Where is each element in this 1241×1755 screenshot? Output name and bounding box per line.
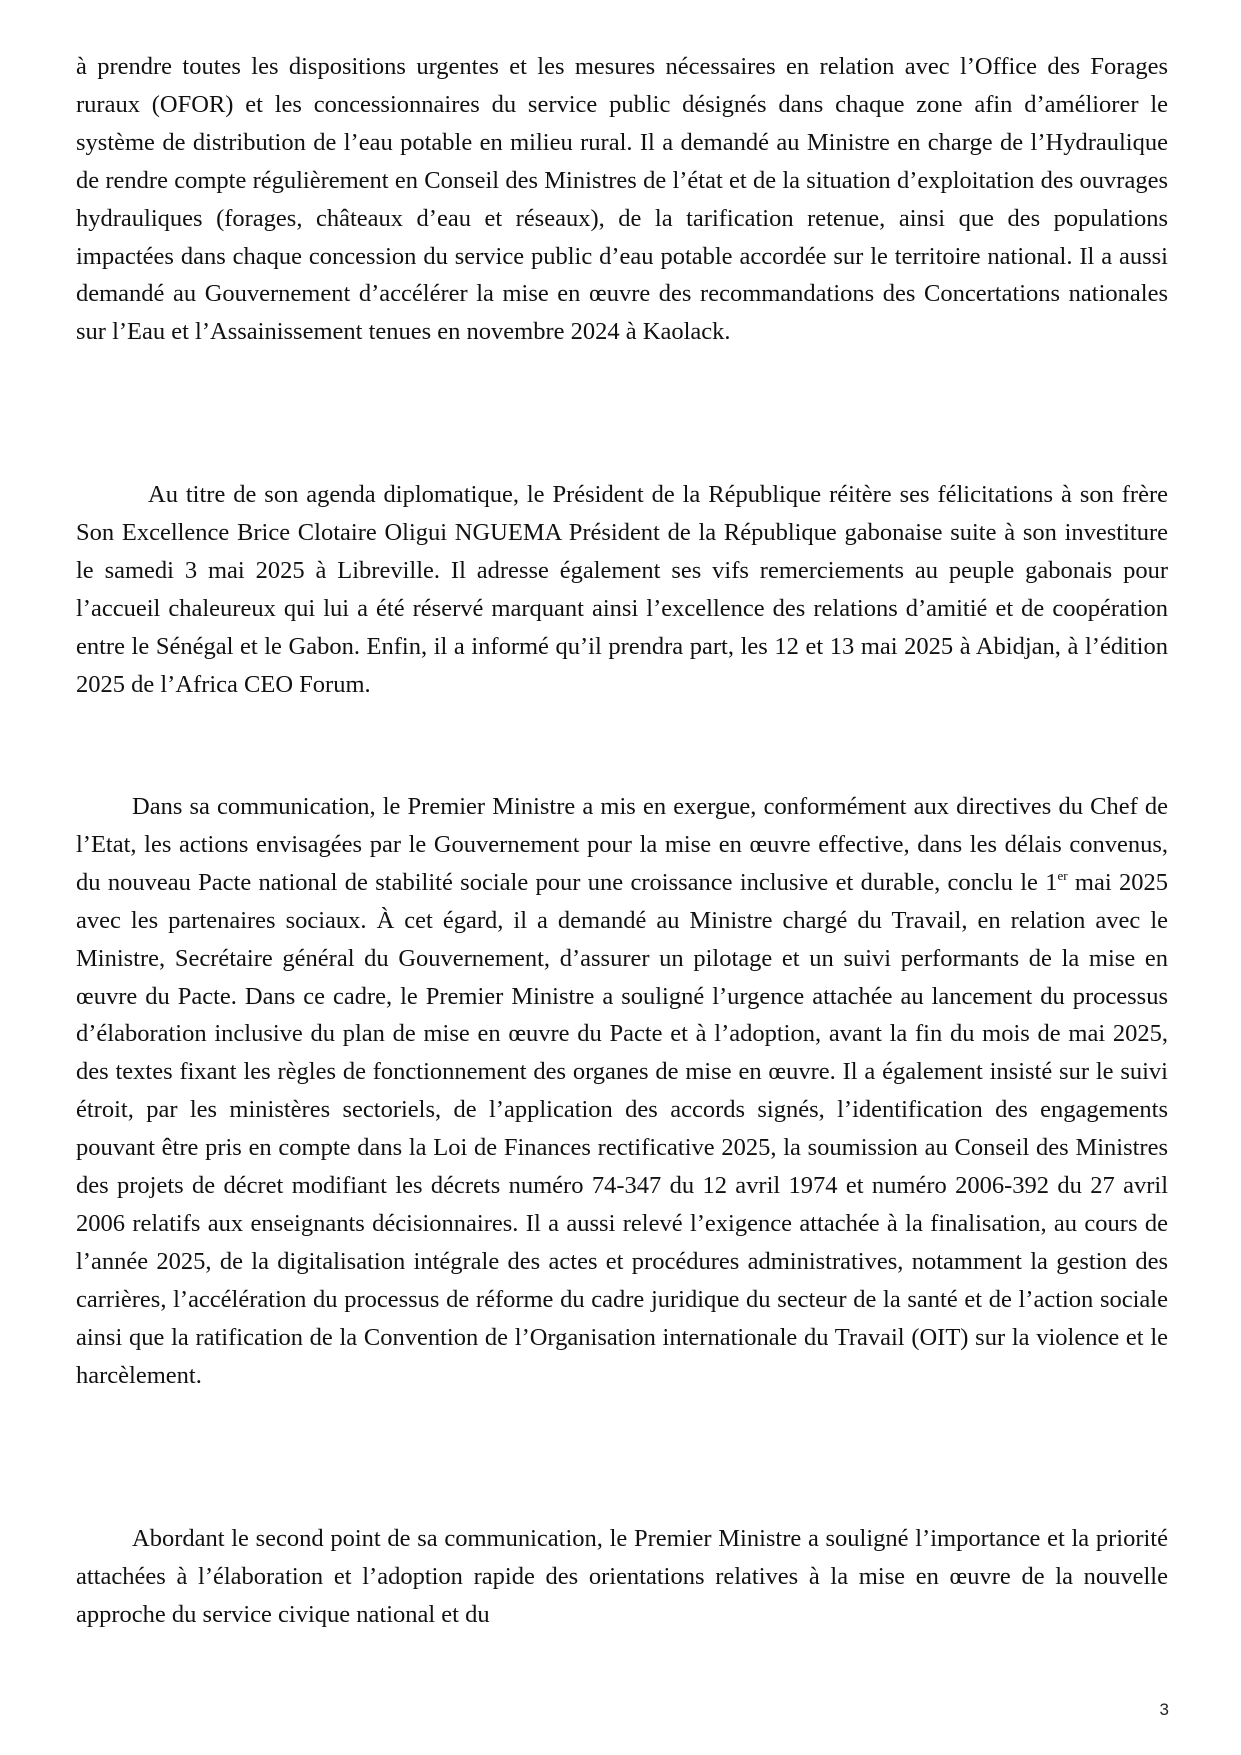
page-number: 3 [1159,1700,1169,1719]
paragraph-text: Abordant le second point de sa communication, le Premier Ministre a souligné l’importance et la priorité attachées à l’élaboration et l’adoption rapide des orientations relatives à la mise en œuvre de la nouvelle approche du service civique national et du [76,1525,1168,1628]
paragraph-water-distribution [76,48,1168,351]
ordinal-superscript: er [1057,867,1068,883]
paragraph-civic-service [76,1520,1168,1634]
paragraph-social-pact [76,788,1168,1395]
paragraph-text: à prendre toutes les dispositions urgentes et les mesures nécessaires en relation avec l’Office des Forages ruraux (OFOR) et les concessionnaires du service public désignés dans chaque zone afin d’améliorer le système de distribution de l’eau potable en milieu rural. Il a demandé au Ministre en charge de l’Hydraulique de rendre compte régulièrement en Conseil des Ministres de l’état et de la situation d’exploitation des ouvrages hydrauliques (forages, châteaux d’eau et réseaux), de la tarification retenue, ainsi que des populations impactées dans chaque concession du service public d’eau potable accordée sur le territoire national. Il a aussi demandé au Gouvernement d’accélérer la mise en œuvre des recommandations des Concertations nationales sur l’Eau et l’Assainissement tenues en novembre 2024 à Kaolack. [76,53,1168,346]
paragraph-text: Au titre de son agenda diplomatique, le Président de la République réitère ses félicitations à son frère Son Excellence Brice Clotaire Oligui NGUEMA Président de la République gabonaise suite à son investiture le samedi 3 mai 2025 à Libreville. Il adresse également ses vifs remerciements au peuple gabonais pour l’accueil chaleureux qui lui a été réservé marquant ainsi l’excellence des relations d’amitié et de coopération entre le Sénégal et le Gabon. Enfin, il a informé qu’il prendra part, les 12 et 13 mai 2025 à Abidjan, à l’édition 2025 de l’Africa CEO Forum. [76,481,1168,698]
paragraph-text-part: mai 2025 avec les partenaires sociaux. À cet égard, il a demandé au Ministre chargé du Travail, en relation avec le Ministre, Secrétaire général du Gouvernement, d’assurer un pilotage et un suivi performants de la mise en œuvre du Pacte. Dans ce cadre, le Premier Ministre a souligné l’urgence attachée au lancement du processus d’élaboration inclusive du plan de mise en œuvre du Pacte et à l’adoption, avant la fin du mois de mai 2025, des textes fixant les règles de fonctionnement des organes de mise en œuvre. Il a également insisté sur le suivi étroit, par les ministères sectoriels, de l’application des accords signés, l’identification des engagements pouvant être pris en compte dans la Loi de Finances rectificative 2025, la soumission au Conseil des Ministres des projets de décret modifiant les décrets numéro 74-347 du 12 avril 1974 et numéro 2006-392 du 27 avril 2006 relatifs aux enseignants décisionnaires. Il a aussi relevé l’exigence attachée à la finalisation, au cours de l’année 2025, de la digitalisation intégrale des actes et procédures administratives, notamment la gestion des carrières, l’accélération du processus de réforme du cadre juridique du secteur de la santé et de l’action sociale ainsi que la ratification de la Convention de l’Organisation internationale du Travail (OIT) sur la violence et le harcèlement. [76,868,1168,1389]
paragraph-text-part: Dans sa communication, le Premier Ministre a mis en exergue, conformément aux directives du Chef de l’Etat, les actions envisagées par le Gouvernement pour la mise en œuvre effective, dans les délais convenus, du nouveau Pacte national de stabilité sociale pour une croissance inclusive et durable, conclu le 1 [76,793,1168,896]
paragraph-text [76,788,1168,1395]
paragraph-diplomatic-agenda [76,476,1168,703]
